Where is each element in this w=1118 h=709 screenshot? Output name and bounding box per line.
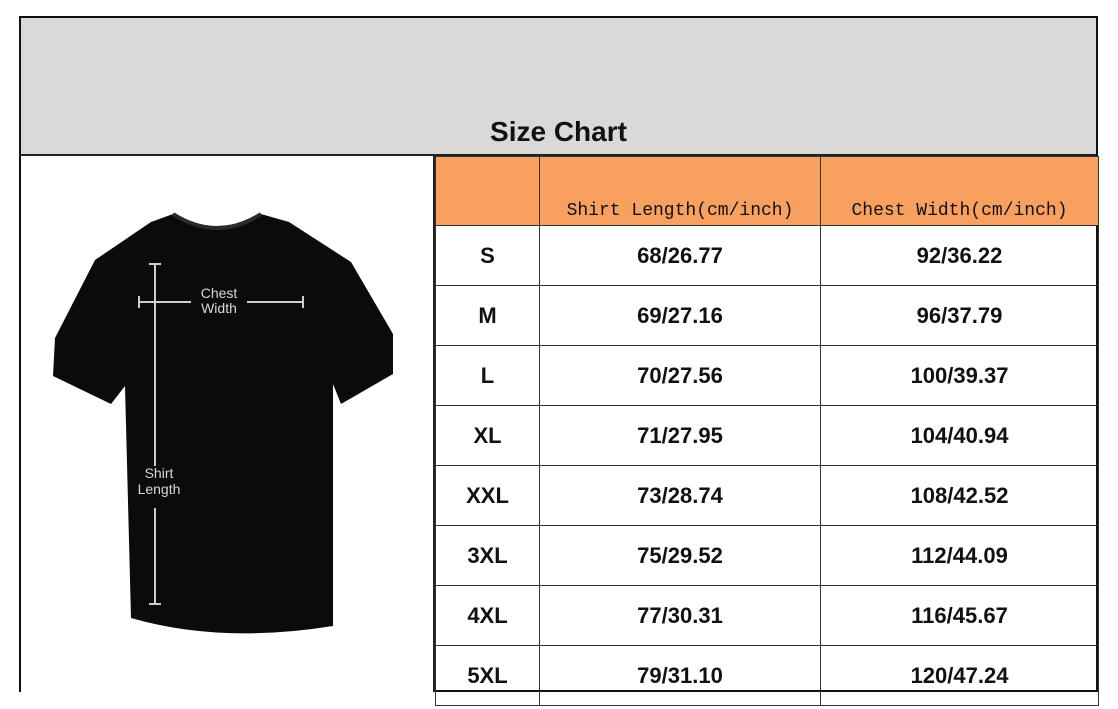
table-header-row xyxy=(436,157,1099,226)
table-row xyxy=(436,346,1099,406)
length-cell: 69/27.16 xyxy=(540,286,821,346)
size-cell: M xyxy=(436,286,540,346)
table-row xyxy=(436,526,1099,586)
length-cell: 71/27.95 xyxy=(540,406,821,466)
size-cell: 5XL xyxy=(436,646,540,706)
chest-cell: 116/45.67 xyxy=(821,586,1099,646)
header-size xyxy=(436,157,540,226)
chest-label-line1: Chest xyxy=(200,285,238,301)
table-row xyxy=(436,646,1099,706)
table-row xyxy=(436,586,1099,646)
size-cell: XL xyxy=(436,406,540,466)
table-row xyxy=(436,226,1099,286)
header-chest-width: Chest Width(cm/inch) xyxy=(821,157,1099,226)
chest-cell: 108/42.52 xyxy=(821,466,1099,526)
length-label-line1: Shirt xyxy=(144,465,174,481)
length-cell: 70/27.56 xyxy=(540,346,821,406)
shirt-illustration-panel xyxy=(21,156,435,692)
length-label-line2: Length xyxy=(137,481,181,497)
size-chart-title: Size Chart xyxy=(490,116,627,147)
chest-cell: 92/36.22 xyxy=(821,226,1099,286)
table-row xyxy=(436,286,1099,346)
tshirt-illustration xyxy=(21,156,433,692)
chest-cell: 104/40.94 xyxy=(821,406,1099,466)
table-row xyxy=(436,406,1099,466)
chest-cell: 96/37.79 xyxy=(821,286,1099,346)
chest-cell: 112/44.09 xyxy=(821,526,1099,586)
size-chart-frame xyxy=(19,16,1098,692)
size-cell: XXL xyxy=(436,466,540,526)
size-cell: L xyxy=(436,346,540,406)
chest-cell: 100/39.37 xyxy=(821,346,1099,406)
chest-label-line2: Width xyxy=(201,300,237,316)
size-cell: S xyxy=(436,226,540,286)
tshirt-shape xyxy=(53,214,393,633)
length-cell: 77/30.31 xyxy=(540,586,821,646)
length-cell: 68/26.77 xyxy=(540,226,821,286)
size-cell: 3XL xyxy=(436,526,540,586)
header-shirt-length: Shirt Length(cm/inch) xyxy=(540,157,821,226)
length-cell: 73/28.74 xyxy=(540,466,821,526)
chest-cell: 120/47.24 xyxy=(821,646,1099,706)
length-cell: 75/29.52 xyxy=(540,526,821,586)
title-band xyxy=(21,18,1096,156)
table-row xyxy=(436,466,1099,526)
length-cell: 79/31.10 xyxy=(540,646,821,706)
size-cell: 4XL xyxy=(436,586,540,646)
size-table xyxy=(435,156,1099,706)
